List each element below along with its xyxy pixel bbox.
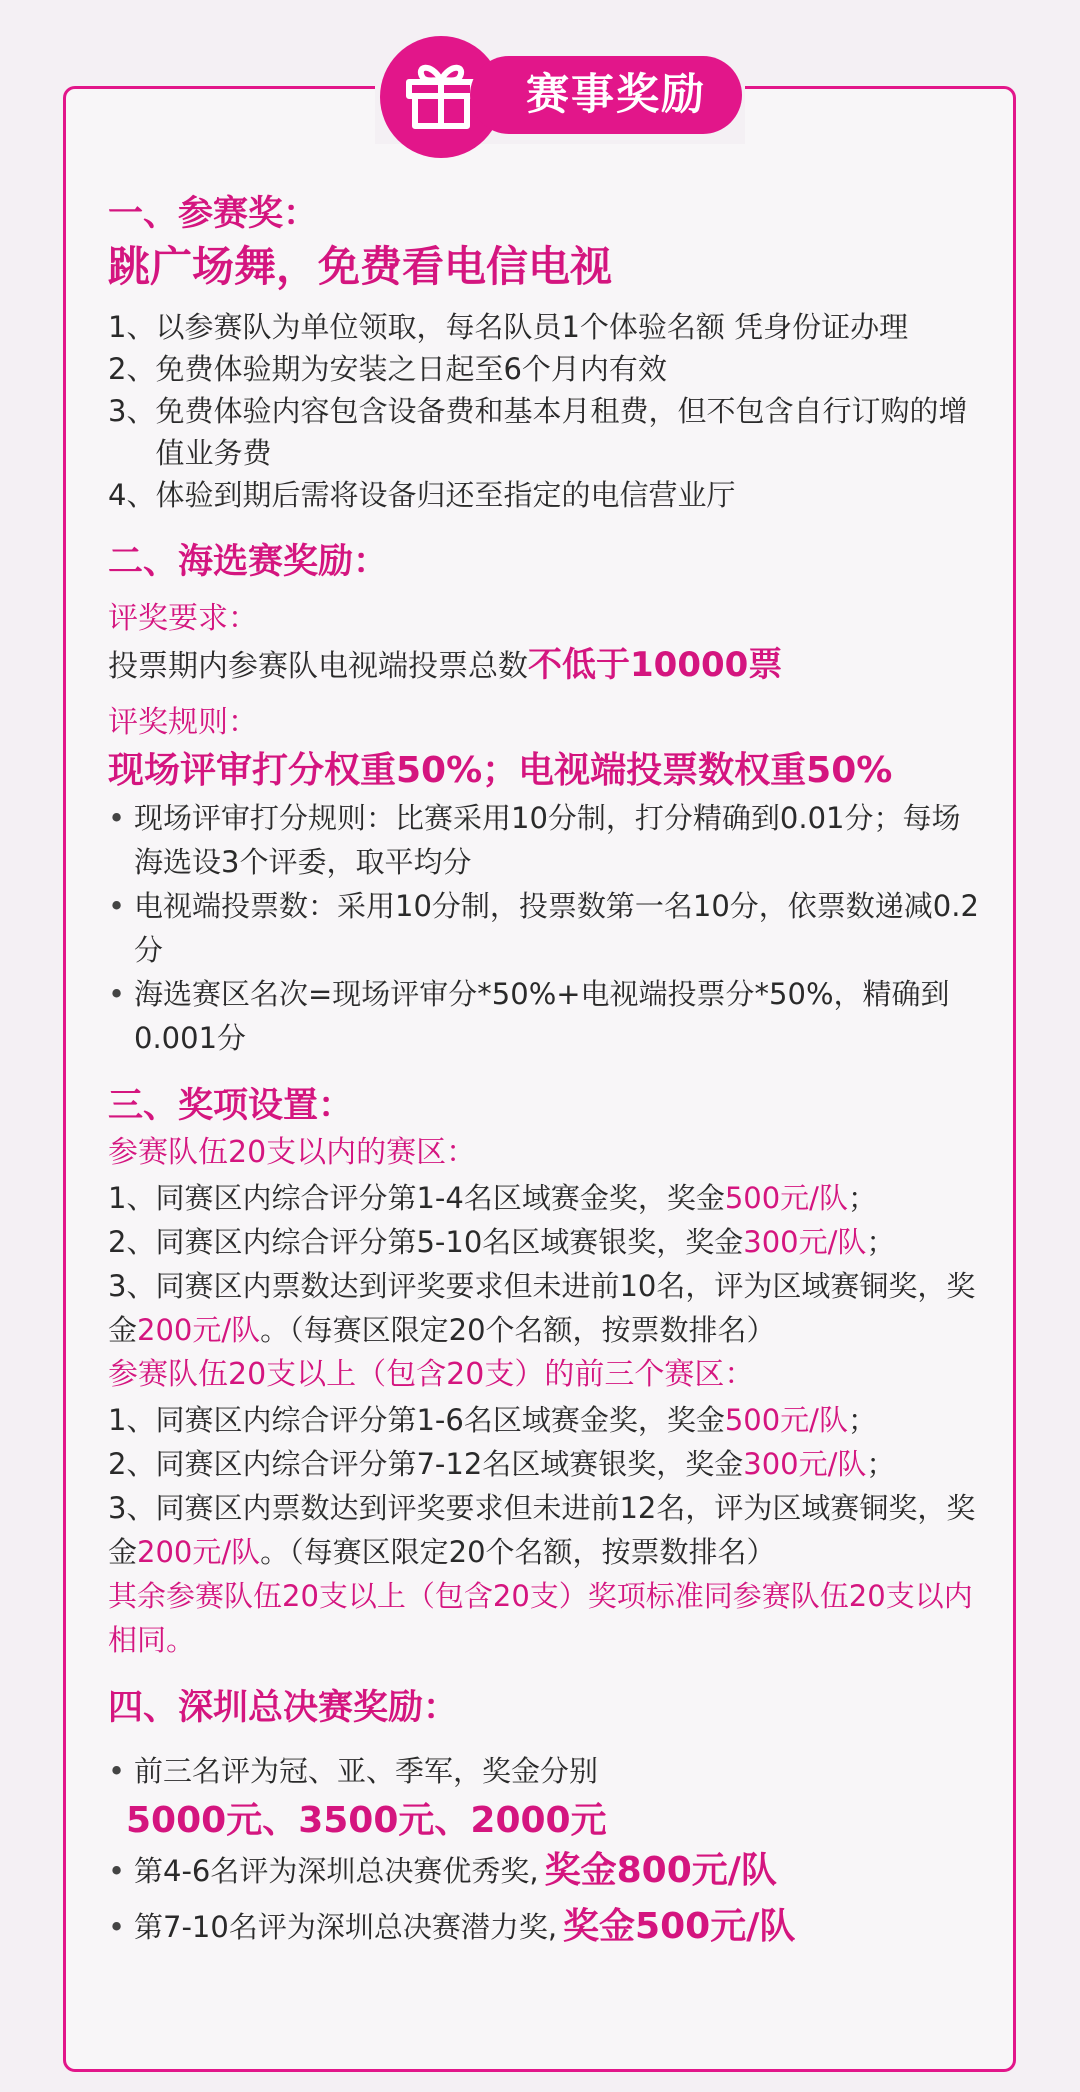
list-item: 2、同赛区内综合评分第7-12名区域赛银奖，奖金300元/队；: [108, 1447, 896, 1481]
list-item: 3、同赛区内票数达到评奖要求但未进前10名，评为区域赛铜奖，奖金200元/队。（每赛区限定20个名额，按票数排名）: [108, 1269, 976, 1347]
section2-heading: 二、海选赛奖励：: [108, 542, 389, 582]
list-item: 1、同赛区内综合评分第1-6名区域赛金奖，奖金500元/队；: [108, 1403, 877, 1437]
section1-heading: 一、参赛奖：: [108, 194, 319, 234]
bullet-item: • 前三名评为冠、亚、季军，奖金分别: [108, 1754, 599, 1788]
prize-amounts: 5000元、3500元、2000元: [126, 1800, 607, 1841]
section1-list: [108, 306, 988, 516]
rule-label: 评奖规则：: [108, 705, 258, 740]
list-item: 3、 免费体验内容包含设备费和基本月租费，但不包含自行订购的增值业务费: [108, 394, 968, 470]
groupB-label: 参赛队伍20支以上（包含20支）的前三个赛区：: [108, 1357, 755, 1392]
bullet-item: • 现场评审打分规则：比赛采用10分制，打分精确到0.01分；每场海选设3个评委，取平均分: [108, 801, 961, 879]
requirement-label: 评奖要求：: [108, 601, 258, 636]
section2-bullets: [108, 796, 988, 1060]
bullet-item: • 电视端投票数：采用10分制，投票数第一名10分，依票数递减0.2分: [108, 889, 979, 967]
groupA-label: 参赛队伍20支以内的赛区：: [108, 1135, 477, 1170]
groupB-list: [108, 1398, 988, 1574]
section3-heading: 三、奖项设置：: [108, 1086, 354, 1126]
section1-slogan: 跳广场舞，免费看电信电视: [108, 242, 613, 291]
groupA-list: [108, 1176, 988, 1352]
rule-highlight: 现场评审打分权重50%；电视端投票数权重50%: [108, 750, 893, 791]
section3-note: 其余参赛队伍20支以上（包含20支）奖项标准同参赛队伍20支以内相同。: [108, 1579, 973, 1657]
list-item: 2、 免费体验期为安装之日起至6个月内有效: [108, 352, 667, 386]
list-item: 2、同赛区内综合评分第5-10名区域赛银奖，奖金300元/队；: [108, 1225, 896, 1259]
gift-icon: [403, 56, 479, 132]
list-item: 4、 体验到期后需将设备归还至指定的电信营业厅: [108, 478, 736, 512]
bullet-item: • 第7-10名评为深圳总决赛潜力奖, 奖金500元/队: [108, 1906, 796, 1947]
section4-heading: 四、深圳总决赛奖励：: [108, 1688, 459, 1728]
section4-bullets: [108, 1748, 988, 1950]
bullet-item: • 第4-6名评为深圳总决赛优秀奖, 奖金800元/队: [108, 1850, 777, 1891]
page-title: 赛事奖励: [470, 56, 742, 134]
requirement-text: 投票期内参赛队电视端投票总数不低于10000票: [108, 645, 783, 685]
list-item: 3、同赛区内票数达到评奖要求但未进前12名，评为区域赛铜奖，奖金200元/队。（每赛区限定20个名额，按票数排名）: [108, 1491, 976, 1569]
list-item: 1、 以参赛队为单位领取，每名队员1个体验名额 凭身份证办理: [108, 310, 909, 344]
bullet-item: • 海选赛区名次=现场评审分*50%+电视端投票分*50%，精确到0.001分: [108, 977, 950, 1055]
list-item: 1、同赛区内综合评分第1-4名区域赛金奖，奖金500元/队；: [108, 1181, 877, 1215]
content: [108, 190, 988, 1950]
